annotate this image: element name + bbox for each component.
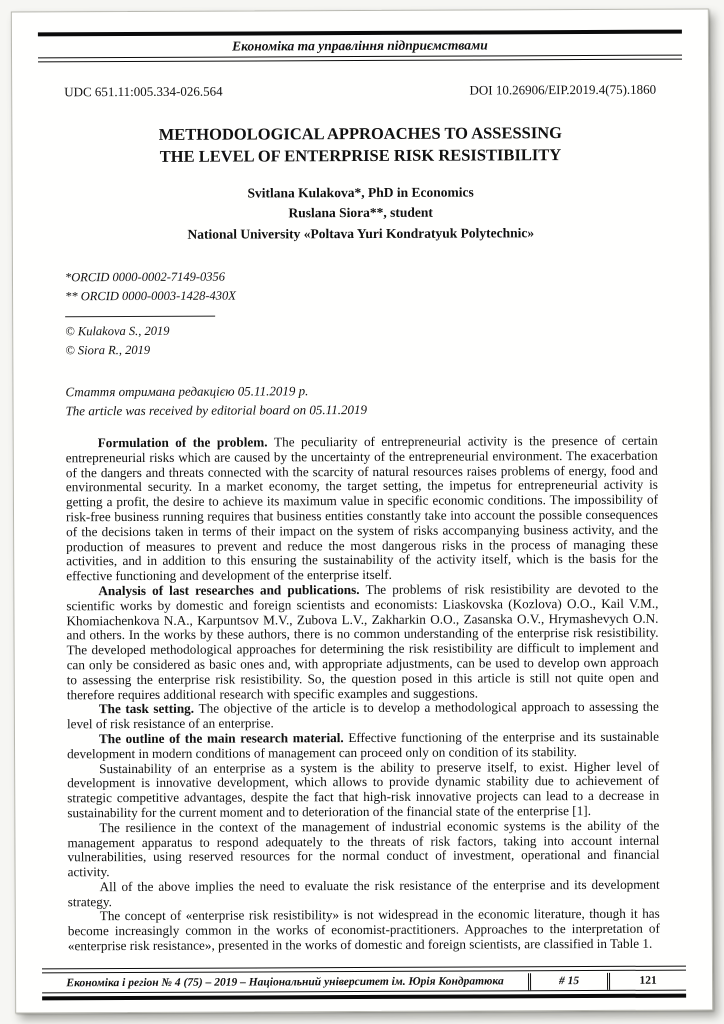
affiliation: National University «Poltava Yuri Kondratyuk Polytechnic» <box>187 225 535 243</box>
meta-row <box>64 82 656 101</box>
orcid-block <box>65 266 657 306</box>
author-2: Ruslana Siora**, student <box>288 205 433 221</box>
running-head: Економіка та управління підприємствами <box>232 37 488 54</box>
udc-code: UDC 651.11:005.334-026.564 <box>64 83 223 100</box>
copyright-divider <box>65 315 215 317</box>
page-footer <box>42 966 686 1001</box>
body-paragraph: The outline of the main research material. Effective functioning of the enterprise and its sustainable development in modern conditions of management can proceed only on condition of its stability. <box>67 728 660 762</box>
received-en: The article was received by editorial board on 05.11.2019 <box>65 402 367 419</box>
journal-header <box>38 30 682 63</box>
received-block <box>65 381 657 421</box>
body-paragraph: Analysis of last researches and publications. The problems of risk resistibility are devoted to the scientific works by domestic and foreign scientists and economists: Liaskovska (Kozlova) O.O., Kail V.M., Khomiachenkova N.A., Karpuntsov M.V., Zubova L.V., Zakharkin O.O., Zasanska O.V., Hrymashevych O.N. and others. In the works by these authors, there is no common understanding of the enterprise risk resistibility. The developed methodological approaches for determining the risk resistibility are difficult to implement and can only be considered as basic ones and, with appropriate adjustments, can be used to develop own approach to assessing the enterprise risk resistibility. So, the question posed in this article is still not quite open and therefore requires additional research with specific examples and suggestions. <box>66 580 659 702</box>
body-paragraph: The concept of «enterprise risk resistibility» is not widespread in the economic literature, though it has become increasingly common in the works of economist-practitioners. Approaches to the interpretation of «enterprise risk resistance», presented in the works of domestic and foreign scientists, are classified in Table 1. <box>67 906 660 954</box>
footer-issue-mark: # 15 <box>528 973 607 990</box>
orcid-1: *ORCID 0000-0002-7149-0356 <box>64 269 226 285</box>
doi-code: DOI 10.26906/EIP.2019.4(75).1860 <box>469 81 657 98</box>
footer-row <box>42 973 686 994</box>
footer-bottom-rule <box>42 994 686 1001</box>
paragraph-lead: The outline of the main research material. <box>98 729 349 747</box>
body-paragraph: All of the above implies the need to evaluate the risk resistance of the enterprise and its development strategy. <box>67 876 660 909</box>
body-paragraph: The task setting. The objective of the article is to develop a methodological approach to assessing the level of risk resistance of an enterprise. <box>66 699 659 732</box>
body-paragraph: The resilience in the context of the management of industrial economic systems is the ability of the management apparatus to respond adequately to the threats of risk factors, taking into account internal vulnerabilities, using reserved resources for the normal conduct of investment, operational and financial activity. <box>67 817 660 880</box>
copyright-block <box>65 320 657 360</box>
article-title <box>64 122 656 168</box>
received-uk: Стаття отримана редакцією 05.11.2019 р. <box>65 383 309 400</box>
copyright-1: © Kulakova S., 2019 <box>65 323 170 339</box>
paragraph-lead: The task setting. <box>98 701 199 717</box>
article-title-line1: METHODOLOGICAL APPROACHES TO ASSESSING <box>158 123 563 144</box>
authors-block <box>65 181 657 246</box>
footer-page-number: 121 <box>607 973 686 990</box>
body-paragraph: Formulation of the problem. The peculiarity of entrepreneurial activity is the presence of certain entrepreneurial risks which are caused by the uncertainty of the entrepreneurial environment. The exacerbation of the dangers and threats connected with the scarcity of natural resources raises problems of energy, food and environmental security. In a market economy, the target setting, the impetus for entrepreneurial activity is getting a profit, the desire to achieve its maximum value in specific economic conditions. The impossibility of risk-free business running requires that business entities constantly take into account the possible consequences of the decisions taken in terms of their impact on the system of risks accompanying business activity, and the production of measures to prevent and reduce the most dangerous risks in the process of managing these activities, and in addition to this ensuring the sustainability of the activity itself, which is the basis for the effective functioning and development of the enterprise itself. <box>65 432 659 584</box>
article-body <box>66 434 660 954</box>
paragraph-lead: Analysis of last researches and publications. <box>98 581 366 599</box>
copyright-2: © Siora R., 2019 <box>65 342 151 357</box>
author-1: Svitlana Kulakova*, PhD in Economics <box>247 184 474 201</box>
paragraph-lead: Formulation of the problem. <box>97 434 275 451</box>
orcid-2: ** ORCID 0000-0003-1428-430X <box>65 288 236 304</box>
footer-journal-line: Економіка і регіон № 4 (75) – 2019 – Національний університет ім. Юрія Кондратюка <box>66 975 504 990</box>
page-sheet <box>11 8 713 1013</box>
article-title-line2: THE LEVEL OF ENTERPRISE RISK RESISTIBILITY <box>159 144 562 166</box>
body-paragraph: Sustainability of an enterprise as a system is the ability to preserve itself, to exist. Higher level of development is innovative development, which allows to provide dynamic stability due to achievement of strategic competitive advantages, despite the fact that high-risk innovative projects can lead to a decrease in sustainability for the current moment and to deterioration of the financial state of the enterprise [1]. <box>67 758 660 821</box>
